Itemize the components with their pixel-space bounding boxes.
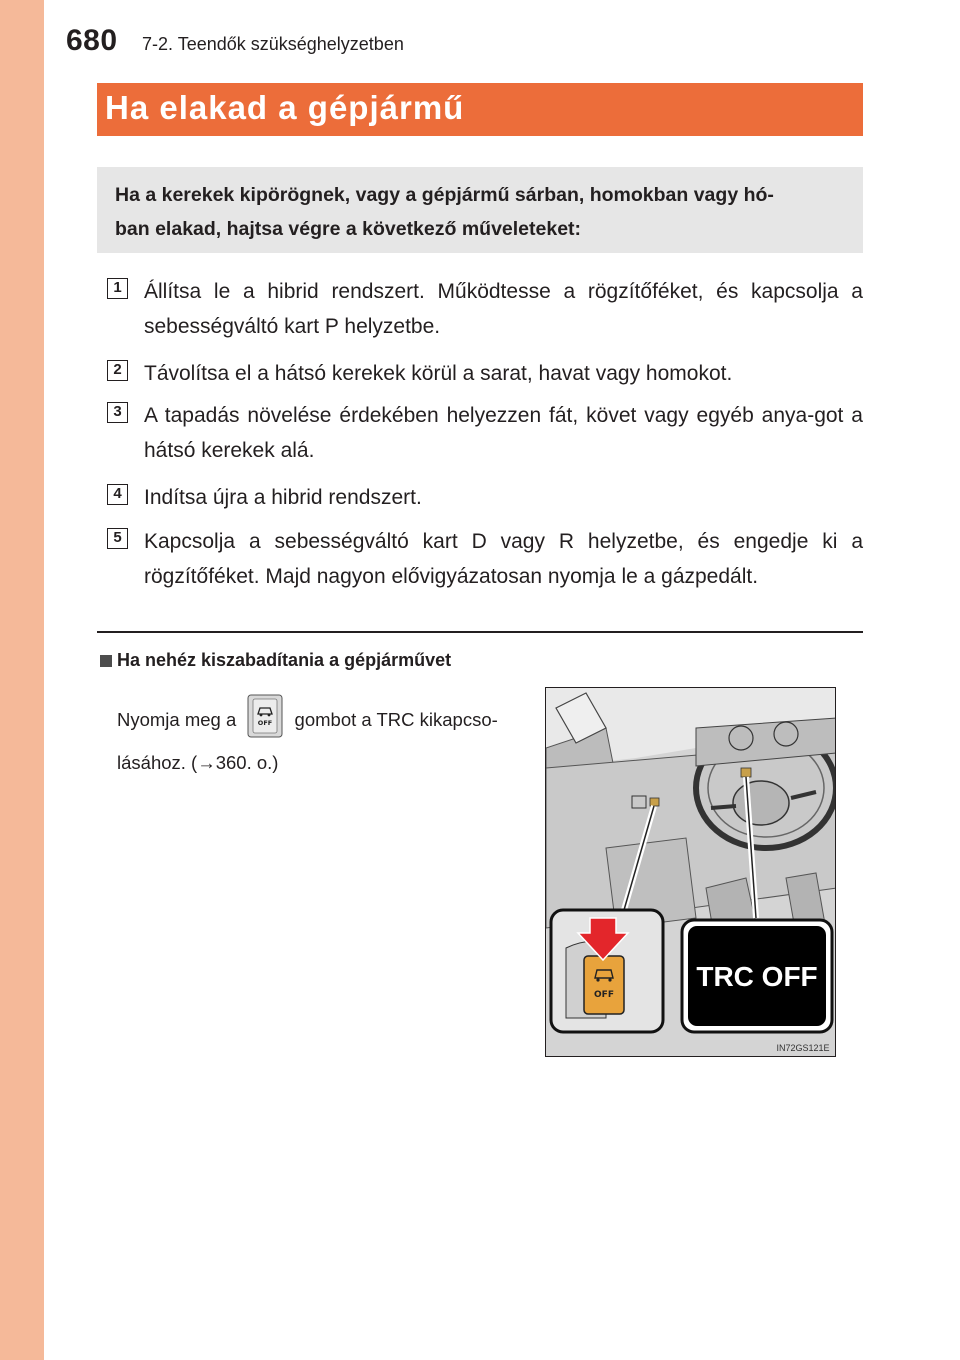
step-text: Távolítsa el a hátsó kerekek körül a sarat, havat vagy homokot. <box>144 362 733 385</box>
intro-box <box>97 167 863 253</box>
note-text-before: Nyomja meg a <box>117 709 237 730</box>
step-text: A tapadás növelése érdekében helyezzen fát, követ vagy egyéb anya-got a hátsó kerekek alá. <box>144 404 863 462</box>
note-line-1 <box>117 698 527 741</box>
step-5 <box>107 524 863 594</box>
step-text: Indítsa újra a hibrid rendszert. <box>144 486 422 509</box>
step-1 <box>107 274 863 344</box>
intro-line-1: Ha a kerekek kipörögnek, vagy a gépjármű sárban, homokban vagy hó- <box>115 184 774 206</box>
figure-button-label: OFF <box>594 990 614 1000</box>
intro-line-2: ban elakad, hajtsa végre a következő műveleteket: <box>115 218 582 240</box>
step-text: Állítsa le a hibrid rendszert. Működtesse a rögzítőféket, és kapcsolja a sebességváltó kart P helyzetbe. <box>144 280 863 338</box>
trc-off-button-icon <box>247 694 283 738</box>
svg-text:OFF: OFF <box>258 719 273 728</box>
step-3 <box>107 398 863 468</box>
page-number: 680 <box>66 24 118 57</box>
page-title: Ha elakad a gépjármű <box>105 89 465 126</box>
figure-code: IN72GS121E <box>776 1043 830 1053</box>
dashboard-figure <box>545 687 836 1057</box>
subsection-note <box>117 698 527 784</box>
step-number-badge: 5 <box>107 528 128 549</box>
title-bar <box>97 83 863 136</box>
note-line-2: lásához. (→360. o.) <box>117 752 279 773</box>
figure-display-text: TRC OFF <box>696 961 818 992</box>
step-number-badge: 2 <box>107 360 128 381</box>
bullet-square-icon <box>100 655 112 667</box>
step-text: Kapcsolja a sebességváltó kart D vagy R helyzetbe, és engedje ki a rögzítőféket. Majd nagyon elővigyázatosan nyomja le a gázpedált. <box>144 530 863 588</box>
step-number-badge: 4 <box>107 484 128 505</box>
note-text-after: gombot a TRC kikapcso- <box>294 709 498 730</box>
running-header: 7-2. Teendők szükséghelyzetben <box>142 34 404 54</box>
step-number-badge: 1 <box>107 278 128 299</box>
step-number-badge: 3 <box>107 402 128 423</box>
step-2 <box>107 356 863 391</box>
section-divider <box>97 631 863 633</box>
step-4 <box>107 480 863 515</box>
subsection-heading <box>100 650 451 671</box>
side-color-band <box>0 0 44 1360</box>
subsection-heading-text: Ha nehéz kiszabadítania a gépjárművet <box>117 650 452 670</box>
